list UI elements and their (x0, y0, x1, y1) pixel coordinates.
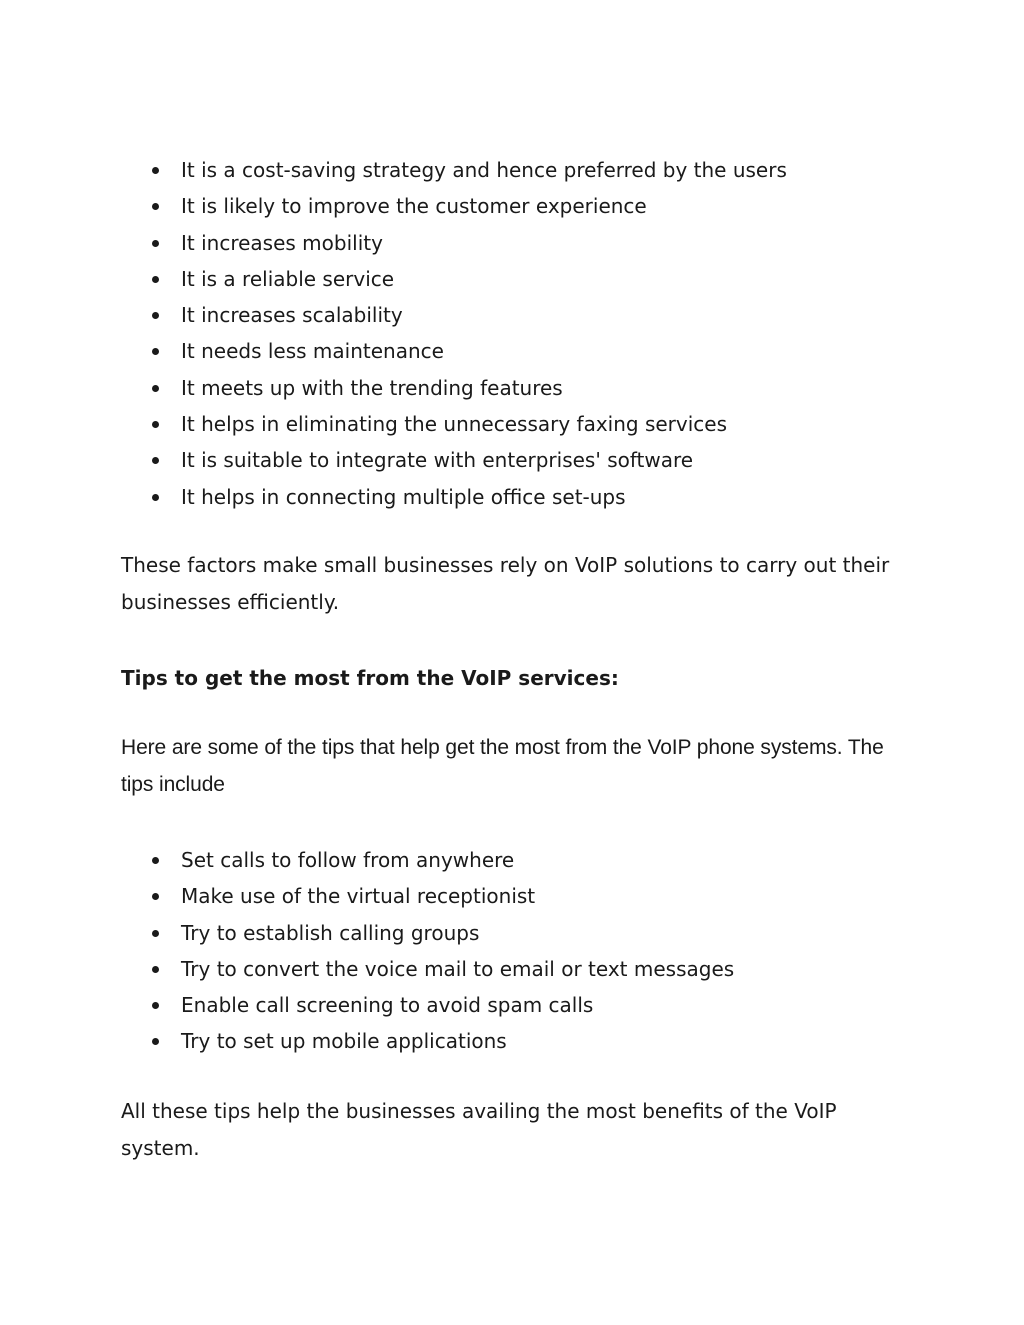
list-item: Set calls to follow from anywhere (150, 842, 950, 878)
closing-paragraph: All these tips help the businesses availing the most benefits of the VoIP system. (121, 1099, 837, 1160)
list-item: It helps in connecting multiple office set-ups (150, 479, 950, 515)
list-item: It is likely to improve the customer experience (150, 188, 950, 224)
tips-heading: Tips to get the most from the VoIP services: (121, 666, 619, 690)
list-item: It increases scalability (150, 297, 950, 333)
list-item: It is a cost-saving strategy and hence preferred by the users (150, 152, 950, 188)
list-item: It needs less maintenance (150, 333, 950, 369)
benefits-list (150, 152, 950, 515)
list-item: It is suitable to integrate with enterprises' software (150, 442, 950, 478)
tips-list (150, 842, 950, 1060)
list-item: Make use of the virtual receptionist (150, 878, 950, 914)
list-item: Try to establish calling groups (150, 915, 950, 951)
factors-paragraph: These factors make small businesses rely on VoIP solutions to carry out their businesses efficiently. (121, 553, 890, 614)
list-item: It is a reliable service (150, 261, 950, 297)
list-item: Enable call screening to avoid spam calls (150, 987, 950, 1023)
list-item: It helps in eliminating the unnecessary faxing services (150, 406, 950, 442)
list-item: Try to set up mobile applications (150, 1023, 950, 1059)
list-item: Try to convert the voice mail to email or text messages (150, 951, 950, 987)
tips-intro-paragraph: Here are some of the tips that help get the most from the VoIP phone systems. The tips include (121, 736, 884, 796)
list-item: It meets up with the trending features (150, 370, 950, 406)
list-item: It increases mobility (150, 225, 950, 261)
